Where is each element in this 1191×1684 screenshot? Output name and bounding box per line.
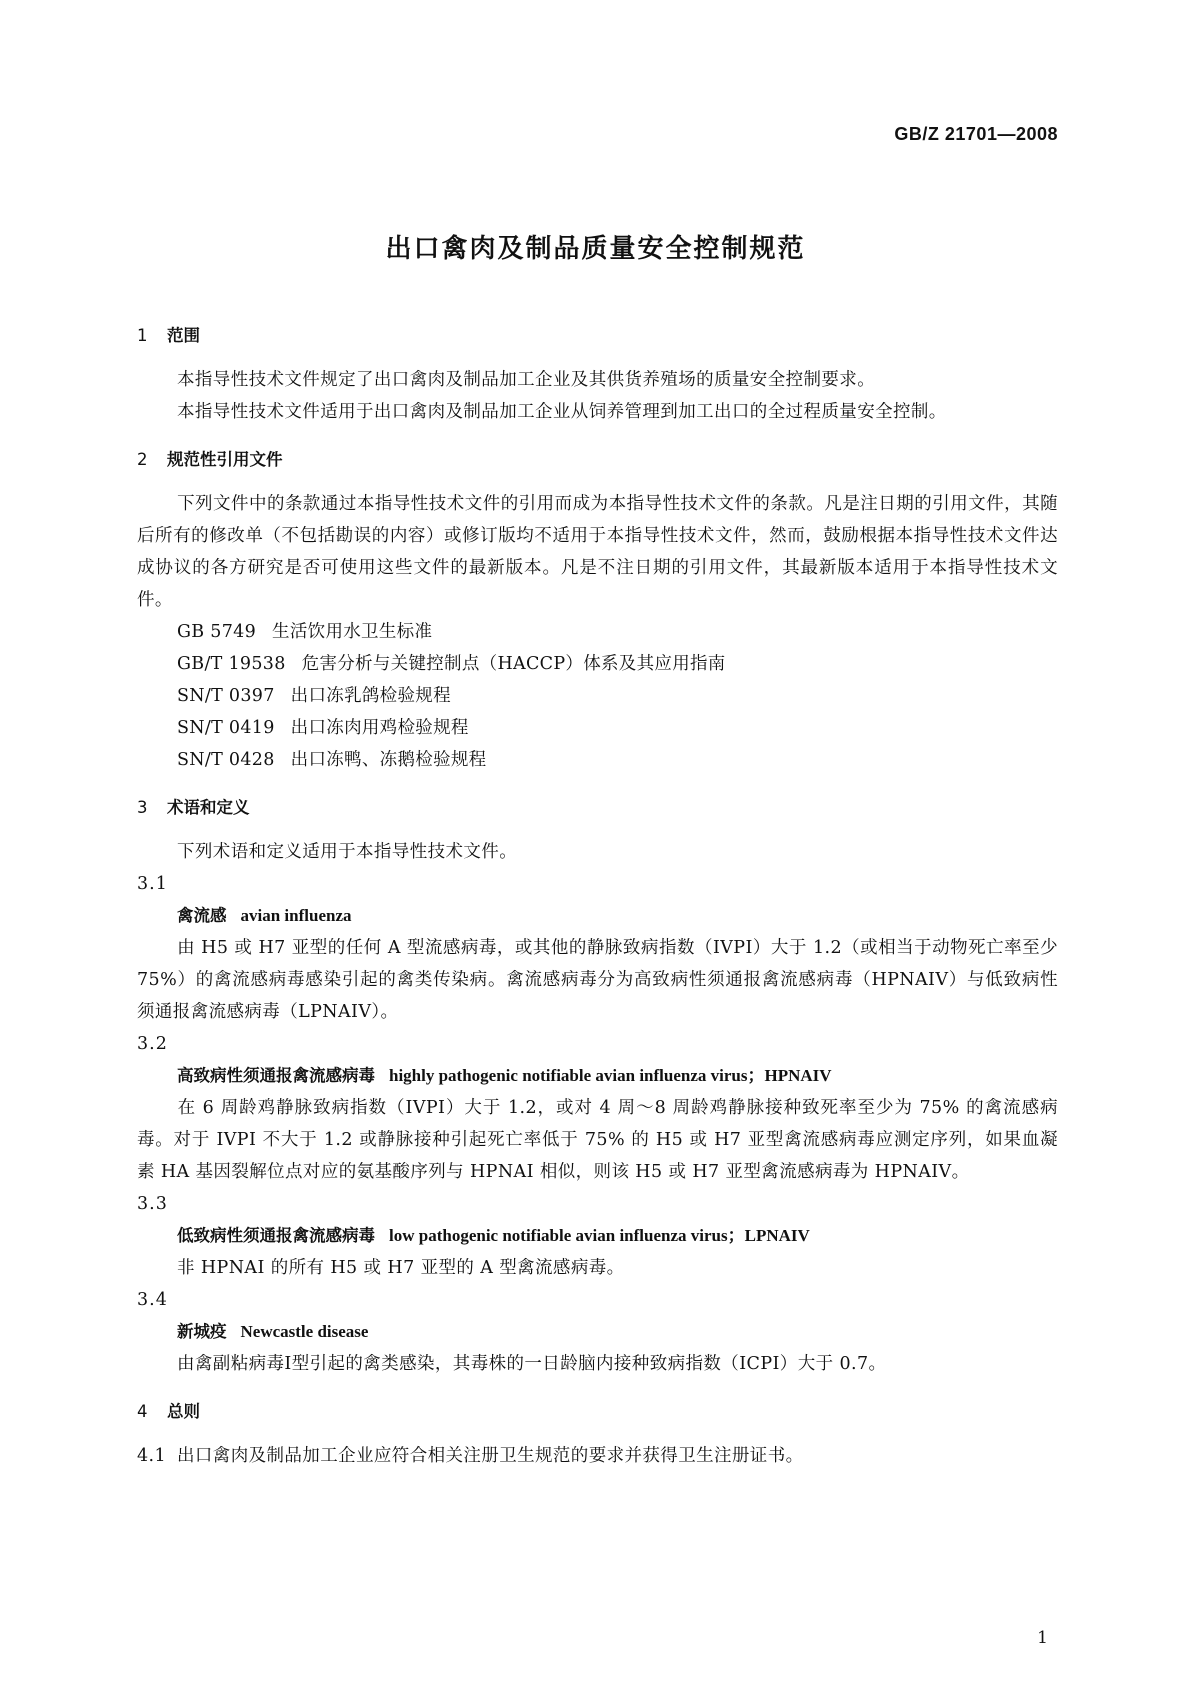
section-4-heading <box>0 1396 1191 1428</box>
reference-code: GB/T 19538 <box>177 654 286 674</box>
reference-code: GB 5749 <box>177 622 257 642</box>
term-definition: 在 6 周龄鸡静脉致病指数（IVPI）大于 1.2，或对 4 周～8 周龄鸡静脉接种致死率至少为 75% 的禽流感病毒。对于 IVPI 不大于 1.2 或静脉接种引起死亡率低于 75% 的 H5 或 H7 亚型禽流感病毒应测定序列，如果血凝素 HA 基因裂解位点对应的氨基酸序列与 HPNAI 相似，则该 H5 或 H7 亚型禽流感病毒为 HPNAIV。 <box>137 1098 1058 1182</box>
term-heading <box>0 1060 1191 1092</box>
clause-4-1 <box>0 1440 1191 1472</box>
section-number: 3 <box>137 798 148 817</box>
reference-item <box>0 680 1191 712</box>
reference-title: 出口冻乳鸽检验规程 <box>290 686 451 706</box>
reference-code: SN/T 0428 <box>177 750 275 770</box>
term-number: 3.4 <box>137 1290 168 1310</box>
term-heading <box>0 900 1191 932</box>
paragraph: 下列文件中的条款通过本指导性技术文件的引用而成为本指导性技术文件的条款。凡是注日期的引用文件，其随后所有的修改单（不包括勘误的内容）或修订版均不适用于本指导性技术文件，然而，鼓励根据本指导性技术文件达成协议的各方研究是否可使用这些文件的最新版本。凡是不注日期的引用文件，其最新版本适用于本指导性技术文件。 <box>137 494 1058 610</box>
term-cn: 新城疫 <box>177 1322 227 1341</box>
document-body <box>0 320 1191 1472</box>
reference-title: 危害分析与关键控制点（HACCP）体系及其应用指南 <box>301 654 726 674</box>
section-title: 范围 <box>167 326 200 345</box>
section-number: 4 <box>137 1402 148 1421</box>
clause-number: 4.1 <box>137 1446 167 1466</box>
term-definition: 由 H5 或 H7 亚型的任何 A 型流感病毒，或其他的静脉致病指数（IVPI）大于 1.2（或相当于动物死亡率至少 75%）的禽流感病毒感染引起的禽类传染病。禽流感病毒分为高致病性须通报禽流感病毒（HPNAIV）与低致病性须通报禽流感病毒（LPNAIV）。 <box>137 938 1058 1022</box>
term-en: low pathogenic notifiable avian influenza virus；LPNAIV <box>389 1226 810 1245</box>
reference-item <box>0 616 1191 648</box>
standard-code: GB/Z 21701—2008 <box>894 124 1058 144</box>
term-number: 3.1 <box>137 874 168 894</box>
paragraph: 本指导性技术文件规定了出口禽肉及制品加工企业及其供货养殖场的质量安全控制要求。 <box>177 370 876 390</box>
section-title: 总则 <box>167 1402 200 1421</box>
reference-item <box>0 744 1191 776</box>
section-1-heading <box>0 320 1191 352</box>
section-2-heading <box>0 444 1191 476</box>
reference-item <box>0 712 1191 744</box>
section-title: 规范性引用文件 <box>167 450 283 469</box>
reference-code: SN/T 0419 <box>177 718 275 738</box>
section-title: 术语和定义 <box>167 798 250 817</box>
term-cn: 禽流感 <box>177 906 227 925</box>
term-definition: 非 HPNAI 的所有 H5 或 H7 亚型的 A 型禽流感病毒。 <box>177 1258 625 1278</box>
term-heading <box>0 1220 1191 1252</box>
term-en: highly pathogenic notifiable avian influenza virus；HPNAIV <box>389 1066 832 1085</box>
reference-title: 出口冻鸭、冻鹅检验规程 <box>290 750 487 770</box>
term-definition: 由禽副粘病毒Ⅰ型引起的禽类感染，其毒株的一日龄脑内接种致病指数（ICPI）大于 0.7。 <box>177 1354 887 1374</box>
section-3-heading <box>0 792 1191 824</box>
paragraph: 本指导性技术文件适用于出口禽肉及制品加工企业从饲养管理到加工出口的全过程质量安全控制。 <box>177 402 947 422</box>
term-cn: 高致病性须通报禽流感病毒 <box>177 1066 375 1085</box>
paragraph: 下列术语和定义适用于本指导性技术文件。 <box>177 842 518 862</box>
reference-title: 生活饮用水卫生标准 <box>272 622 433 642</box>
term-en: Newcastle disease <box>240 1322 369 1341</box>
clause-text: 出口禽肉及制品加工企业应符合相关注册卫生规范的要求并获得卫生注册证书。 <box>177 1446 804 1466</box>
term-heading <box>0 1316 1191 1348</box>
page-number: 1 <box>1037 1628 1048 1648</box>
term-number: 3.2 <box>137 1034 168 1054</box>
term-cn: 低致病性须通报禽流感病毒 <box>177 1226 375 1245</box>
section-number: 2 <box>137 450 148 469</box>
section-number: 1 <box>137 326 148 345</box>
reference-item <box>0 648 1191 680</box>
reference-code: SN/T 0397 <box>177 686 275 706</box>
document-title: 出口禽肉及制品质量安全控制规范 <box>385 234 806 264</box>
term-en: avian influenza <box>240 906 352 925</box>
term-number: 3.3 <box>137 1194 168 1214</box>
reference-title: 出口冻肉用鸡检验规程 <box>290 718 469 738</box>
